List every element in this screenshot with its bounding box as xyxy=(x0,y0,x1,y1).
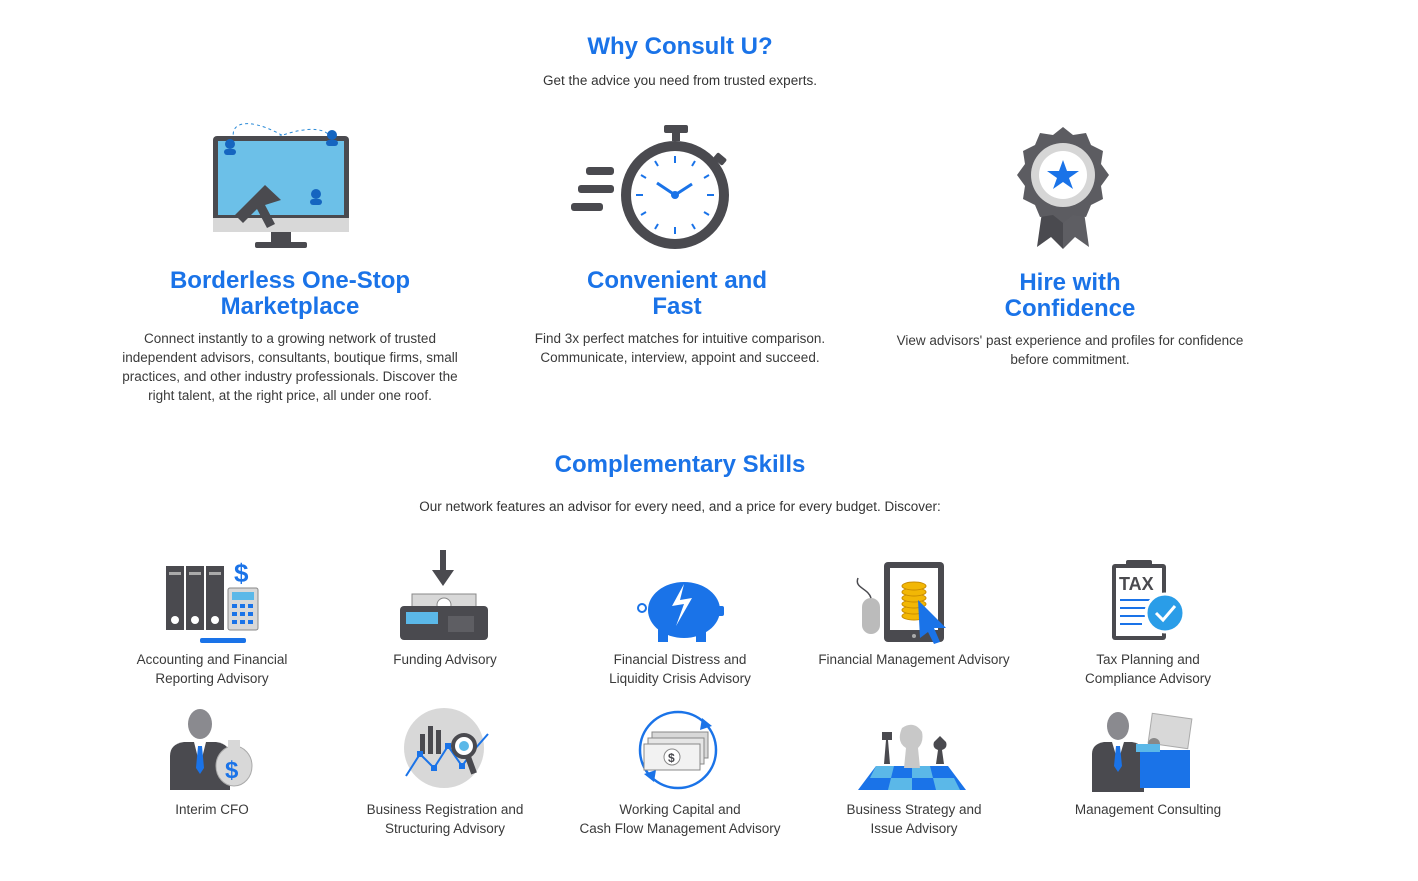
skill-label-line: Working Capital and xyxy=(619,802,741,817)
skill-item-working-capital[interactable] xyxy=(560,800,800,838)
feature-title-line: Convenient and xyxy=(586,267,767,294)
consultant-folder-icon xyxy=(1092,710,1196,792)
skill-label-line: Liquidity Crisis Advisory xyxy=(609,671,751,686)
skill-label-line: Funding Advisory xyxy=(393,652,497,667)
desc-line: Communicate, interview, appoint and succeed. xyxy=(540,350,820,365)
tablet-coins-icon xyxy=(848,558,958,648)
svg-text:$: $ xyxy=(234,558,249,588)
tax-clipboard-icon xyxy=(1108,558,1198,644)
feature-title-line: Fast xyxy=(652,293,702,320)
chess-board-icon xyxy=(856,722,968,792)
binders-calculator-icon xyxy=(164,558,264,646)
skill-label-line: Issue Advisory xyxy=(870,821,958,836)
skill-item-business-strategy[interactable] xyxy=(814,800,1014,838)
skill-label-line: Financial Management Advisory xyxy=(818,652,1010,667)
why-subtitle: Get the advice you need from trusted experts. xyxy=(543,73,817,88)
skill-item-management-consulting[interactable] xyxy=(1038,800,1258,819)
desc-line: View advisors' past experience and profiles for confidence xyxy=(896,333,1244,348)
skill-item-accounting[interactable] xyxy=(112,650,312,688)
cfo-person-icon xyxy=(170,706,254,792)
skill-label-line: Reporting Advisory xyxy=(155,671,269,686)
skill-label-line: Interim CFO xyxy=(175,802,249,817)
skill-label-line: Compliance Advisory xyxy=(1084,671,1212,686)
stopwatch-icon xyxy=(568,125,733,253)
svg-text:$: $ xyxy=(225,757,239,784)
feature-title-fast xyxy=(517,268,837,320)
skill-label-line: Business Strategy and xyxy=(846,802,982,817)
skill-label-line: Management Consulting xyxy=(1074,802,1222,817)
wallet-money-icon xyxy=(398,548,490,644)
skill-item-financial-management[interactable] xyxy=(794,650,1034,669)
skill-item-business-registration[interactable] xyxy=(335,800,555,838)
skill-label-line: Accounting and Financial xyxy=(136,652,288,667)
skill-label-line: Cash Flow Management Advisory xyxy=(579,821,781,836)
feature-title-line: Borderless One-Stop xyxy=(169,267,411,294)
feature-desc-marketplace xyxy=(90,329,490,405)
skills-subtitle: Our network features an advisor for every need, and a price for every budget. Discover: xyxy=(419,499,941,514)
feature-title-line: Hire with xyxy=(1019,269,1121,296)
skill-item-tax[interactable] xyxy=(1048,650,1248,688)
skill-label-line: Structuring Advisory xyxy=(384,821,506,836)
feature-title-marketplace xyxy=(100,268,480,320)
why-title: Why Consult U? xyxy=(587,33,773,60)
skill-item-interim-cfo[interactable] xyxy=(112,800,312,819)
desc-line: before commitment. xyxy=(1010,352,1130,367)
desc-line: Connect instantly to a growing network of trusted xyxy=(144,331,436,346)
desc-line: practices, and other industry professionals. Discover the xyxy=(122,369,458,384)
desc-line: independent advisors, consultants, boutique firms, small xyxy=(122,350,458,365)
svg-text:$: $ xyxy=(668,751,675,765)
broken-piggy-bank-icon xyxy=(634,576,726,646)
skill-item-funding[interactable] xyxy=(345,650,545,669)
feature-desc-fast xyxy=(480,329,880,367)
svg-text:TAX: TAX xyxy=(1119,574,1154,594)
feature-desc-confidence xyxy=(860,331,1280,369)
feature-title-line: Confidence xyxy=(1004,295,1136,322)
desc-line: Find 3x perfect matches for intuitive comparison. xyxy=(534,331,826,346)
skill-item-financial-distress[interactable] xyxy=(570,650,790,688)
skill-label-line: Tax Planning and xyxy=(1096,652,1200,667)
skill-label-line: Business Registration and xyxy=(366,802,524,817)
desc-line: right talent, at the right price, all under one roof. xyxy=(148,388,432,403)
skill-label-line: Financial Distress and xyxy=(613,652,747,667)
feature-title-confidence xyxy=(910,270,1230,322)
skills-title: Complementary Skills xyxy=(554,451,806,478)
feature-title-line: Marketplace xyxy=(220,293,360,320)
computer-network-icon xyxy=(205,100,365,250)
cash-cycle-icon xyxy=(636,708,722,792)
award-badge-icon xyxy=(1013,125,1113,253)
chart-magnifier-icon xyxy=(400,706,492,792)
